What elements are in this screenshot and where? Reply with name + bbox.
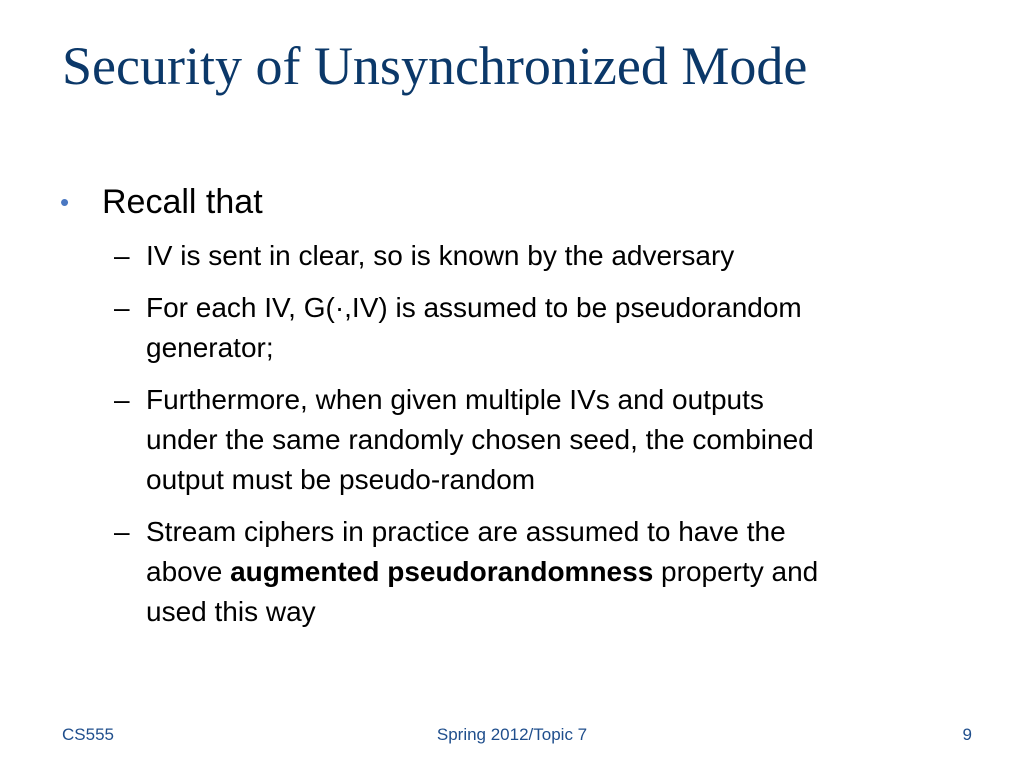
slide-content <box>60 182 980 632</box>
bullet-item <box>60 182 980 222</box>
sub-bullet-item <box>60 288 980 368</box>
dash-marker: – <box>114 292 130 323</box>
footer-term-topic: Spring 2012/Topic 7 <box>436 725 588 744</box>
dash-marker: – <box>114 240 130 271</box>
sub-bullet-list <box>60 236 980 632</box>
footer-course: CS555 <box>62 725 114 744</box>
dash-marker: – <box>114 516 130 547</box>
sub-bullet-text <box>146 512 976 632</box>
text-line: output must be pseudo-random <box>146 464 536 495</box>
text-segment: property and <box>653 556 819 587</box>
text-segment: above <box>146 556 231 587</box>
text-line: Stream ciphers in practice are assumed to have the <box>146 516 786 547</box>
sub-bullet-item <box>60 380 980 500</box>
slide-title: Security of Unsynchronized Mode <box>62 36 808 96</box>
text-line: For each IV, G(·,IV) is assumed to be pseudorandom <box>146 292 802 323</box>
bullet-marker: • <box>60 187 70 217</box>
text-line: used this way <box>146 596 316 627</box>
sub-bullet-text <box>146 236 976 276</box>
text-line: Furthermore, when given multiple IVs and outputs <box>146 384 764 415</box>
sub-bullet-item <box>60 236 980 276</box>
dash-marker: – <box>114 384 130 415</box>
sub-bullet-text <box>146 380 976 500</box>
text-line: under the same randomly chosen seed, the combined <box>146 424 814 455</box>
text-line: generator; <box>146 332 274 363</box>
sub-bullet-item <box>60 512 980 632</box>
footer-page-number: 9 <box>962 725 972 744</box>
text-line: IV is sent in clear, so is known by the adversary <box>146 240 735 271</box>
sub-bullet-text <box>146 288 976 368</box>
bullet-text: Recall that <box>102 183 263 221</box>
bold-term: augmented pseudorandomness <box>230 556 654 587</box>
text-line <box>146 552 976 592</box>
